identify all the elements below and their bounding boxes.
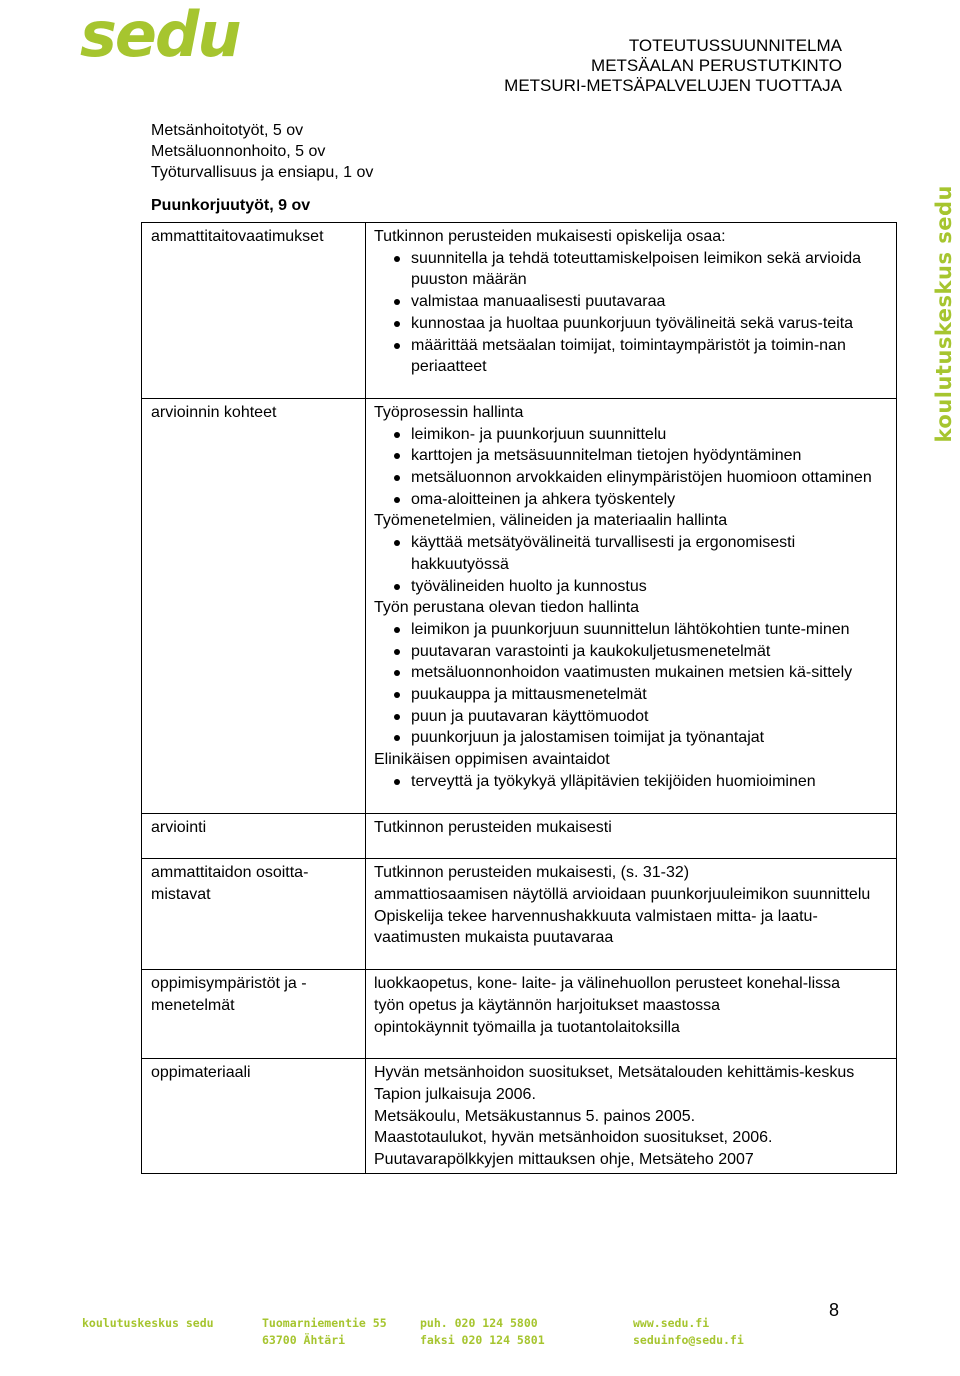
bullet-list <box>374 424 888 511</box>
footer-street: Tuomarniementie 55 <box>262 1316 387 1330</box>
bullet-list <box>374 619 888 749</box>
content-line: Maastotaulukot, hyvän metsänhoidon suositukset, 2006. <box>374 1129 773 1147</box>
list-item: käyttää metsätyövälineitä turvallisesti ja ergonomisesti hakkuutyössä <box>374 532 888 575</box>
list-item: oma-aloitteinen ja ahkera työskentely <box>374 489 888 511</box>
list-item: puunkorjuun ja jalostamisen toimijat ja työnantajat <box>374 727 888 749</box>
intro-line: Metsänhoitotyöt, 5 ov <box>151 122 304 139</box>
table-row <box>142 970 897 1059</box>
curriculum-table <box>141 222 897 1174</box>
content-line: Metsäkoulu, Metsäkustannus 5. painos 2005. <box>374 1107 696 1125</box>
list-item: työvälineiden huolto ja kunnostus <box>374 576 888 598</box>
footer-phone: puh. 020 124 5800 <box>420 1316 538 1330</box>
footer-web <box>633 1315 744 1349</box>
content-line: ammattiosaamisen näytöllä arvioidaan puunkorjuuleimikon suunnittelu <box>374 885 871 903</box>
content-line: Puutavarapölkkyjen mittauksen ohje, Metsäteho 2007 <box>374 1151 754 1169</box>
footer-address <box>262 1315 387 1349</box>
footer-website-link[interactable]: www.sedu.fi <box>633 1316 710 1330</box>
header-line-1: TOTEUTUSSUUNNITELMA <box>628 36 842 55</box>
row-label: oppimisympäristöt ja -menetelmät <box>142 970 366 1059</box>
content-line: Opiskelija tekee harvennushakkuuta valmistaen mitta- ja laatu-vaatimusten mukaista puutavaraa <box>374 907 818 947</box>
bullet-list <box>374 771 888 793</box>
document-header <box>504 36 842 96</box>
group-title: Työmenetelmien, välineiden ja materiaalin hallinta <box>374 512 728 530</box>
content-line: opintokäynnit työmailla ja tuotantolaitoksilla <box>374 1018 680 1036</box>
group-title: Työprosessin hallinta <box>374 403 524 421</box>
group-title: Elinikäisen oppimisen avaintaidot <box>374 751 610 769</box>
list-item: karttojen ja metsäsuunnitelman tietojen hyödyntäminen <box>374 445 888 467</box>
header-line-2: METSÄALAN PERUSTUTKINTO <box>591 56 842 75</box>
module-intro <box>151 120 373 216</box>
row-label: arviointi <box>142 813 366 859</box>
row-content <box>366 223 897 399</box>
list-item: määrittää metsäalan toimijat, toimintaympäristöt ja toimin-nan periaatteet <box>374 335 888 378</box>
footer-contact <box>420 1315 545 1349</box>
table-row <box>142 1059 897 1174</box>
list-item: puukauppa ja mittausmenetelmät <box>374 684 888 706</box>
footer-org-name: koulutuskeskus sedu <box>82 1316 214 1330</box>
row-content: Tutkinnon perusteiden mukaisesti <box>366 813 897 859</box>
intro-line: Metsäluonnonhoito, 5 ov <box>151 143 326 160</box>
row-label: oppimateriaali <box>142 1059 366 1174</box>
footer-email-link[interactable]: seduinfo@sedu.fi <box>633 1333 744 1347</box>
row-label: arvioinnin kohteet <box>142 398 366 813</box>
footer-city: 63700 Ähtäri <box>262 1333 346 1347</box>
row-label: ammattitaitovaatimukset <box>142 223 366 399</box>
content-line: työn opetus ja käytännön harjoitukset maastossa <box>374 996 720 1014</box>
table-row <box>142 859 897 970</box>
group-title: Työn perustana olevan tiedon hallinta <box>374 599 640 617</box>
row-content <box>366 970 897 1059</box>
footer-fax: faksi 020 124 5801 <box>420 1333 545 1347</box>
footer-org <box>82 1315 214 1332</box>
list-item: terveyttä ja työkykyä ylläpitävien tekijöiden huomioiminen <box>374 771 888 793</box>
row-content <box>366 859 897 970</box>
table-row <box>142 223 897 399</box>
content-line: Hyvän metsänhoidon suositukset, Metsätalouden kehittämis-keskus Tapion julkaisuja 2006. <box>374 1064 855 1103</box>
bullet-list <box>374 532 888 597</box>
bullet-list <box>374 248 888 378</box>
row-content <box>366 1059 897 1174</box>
section-title: Puunkorjuutyöt, 9 ov <box>151 197 311 214</box>
list-item: leimikon- ja puunkorjuun suunnittelu <box>374 424 888 446</box>
list-item: suunnitella ja tehdä toteuttamiskelpoisen leimikon sekä arvioida puuston määrän <box>374 248 888 291</box>
table-row <box>142 813 897 859</box>
content-line: luokkaopetus, kone- laite- ja välinehuollon perusteet konehal-lissa <box>374 975 841 993</box>
table-row <box>142 398 897 813</box>
list-item: puun ja puutavaran käyttömuodot <box>374 706 888 728</box>
list-item: metsäluonnonhoidon vaatimusten mukainen metsien kä-sittely <box>374 662 888 684</box>
sedu-logo: sedu <box>80 0 240 71</box>
content-line: Tutkinnon perusteiden mukaisesti opiskelija osaa: <box>374 228 726 245</box>
list-item: valmistaa manuaalisesti puutavaraa <box>374 291 888 313</box>
list-item: puutavaran varastointi ja kaukokuljetusmenetelmät <box>374 641 888 663</box>
row-label: ammattitaidon osoitta-mistavat <box>142 859 366 970</box>
list-item: kunnostaa ja huoltaa puunkorjuun työvälineitä sekä varus-teita <box>374 313 888 335</box>
side-brand-logo: koulutuskeskus sedu <box>932 185 956 443</box>
page-number: 8 <box>829 1300 840 1320</box>
list-item: metsäluonnon arvokkaiden elinympäristöjen huomioon ottaminen <box>374 467 888 489</box>
row-content <box>366 398 897 813</box>
intro-line: Työturvallisuus ja ensiapu, 1 ov <box>151 164 374 181</box>
header-line-3: METSURI-METSÄPALVELUJEN TUOTTAJA <box>504 76 842 95</box>
content-line: Tutkinnon perusteiden mukaisesti, (s. 31-32) <box>374 864 690 882</box>
list-item: leimikon ja puunkorjuun suunnittelun lähtökohtien tunte-minen <box>374 619 888 641</box>
